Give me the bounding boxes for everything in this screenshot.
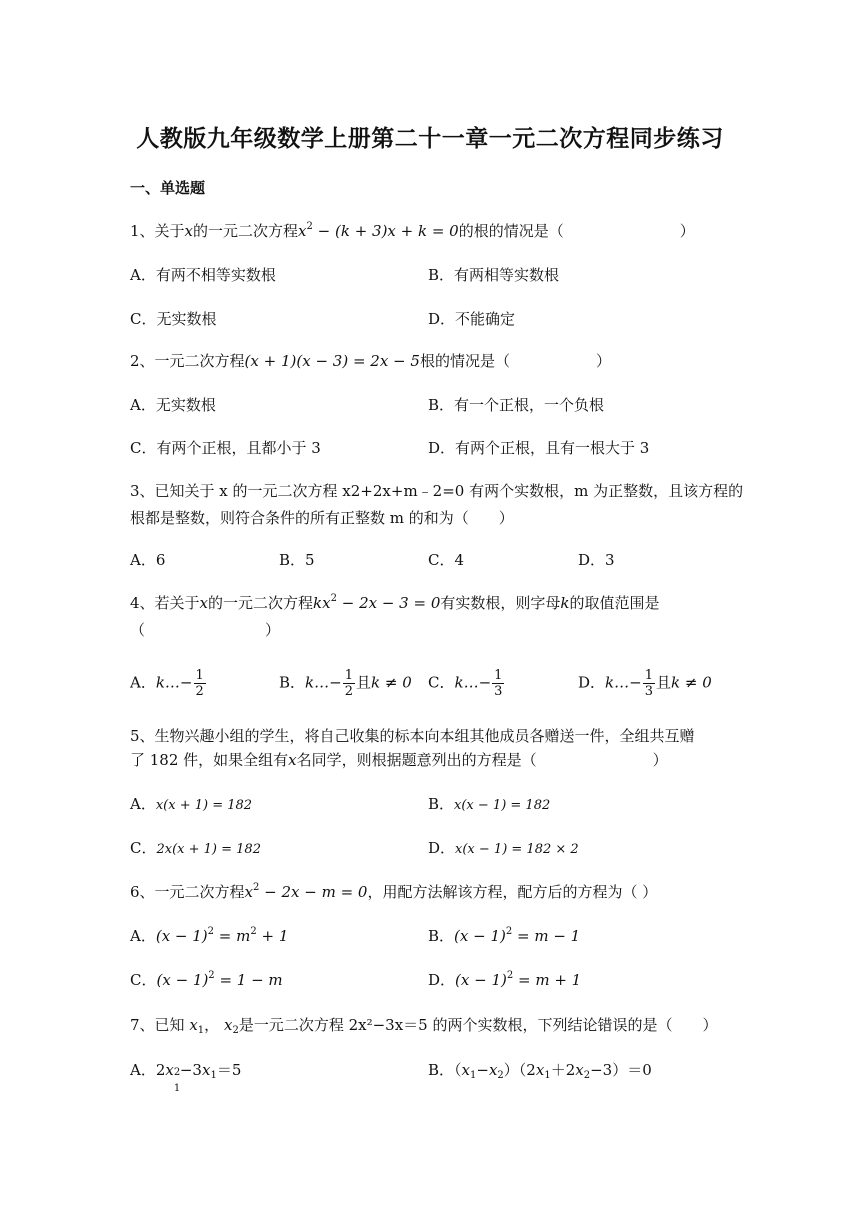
q5-c-expr: 2x(x + 1) = 182 xyxy=(156,842,261,857)
q6-option-c xyxy=(130,970,283,990)
q5-option-b xyxy=(428,794,550,816)
q4-d-and: 且 xyxy=(655,673,671,692)
q7-a-x2: x xyxy=(201,1061,211,1079)
q7-b-sub3: 1 xyxy=(544,1070,551,1081)
q1-option-c: C．无实数根 xyxy=(130,310,217,328)
q4-a-den: 2 xyxy=(195,684,204,699)
q7-b-minus: − xyxy=(476,1061,489,1079)
q4-equation: kx xyxy=(313,594,331,612)
q4-d-den: 3 xyxy=(644,684,653,699)
q6-b-label: B． xyxy=(428,927,455,945)
q7-var-x1: x xyxy=(189,1016,198,1034)
q4-b-num: 1 xyxy=(344,668,353,683)
q4-option-d xyxy=(578,668,712,699)
q4-b-label: B． xyxy=(279,673,306,692)
q4-b-fraction xyxy=(343,668,355,699)
q6-b-exp: 2 xyxy=(505,926,513,937)
q3-option-c: C．4 xyxy=(428,551,465,569)
q6-a-expr: (x − 1) xyxy=(155,927,208,945)
q4-b-and: 且 xyxy=(355,673,371,692)
q7-a-label: A．2 xyxy=(130,1061,166,1079)
question-6 xyxy=(130,882,657,902)
q4-b-expr: k…− xyxy=(305,673,342,692)
q6-a-exp2: 2 xyxy=(250,926,257,937)
q6-a-expr-2: = m xyxy=(214,927,251,945)
q5-c-label: C． xyxy=(130,839,157,857)
q6-d-expr-2: = m + 1 xyxy=(513,971,582,989)
q2-option-c: C．有两个正根，且都小于 3 xyxy=(130,439,321,457)
q4-equation-rest: − 2x − 3 = 0 xyxy=(336,594,441,612)
q4-option-a xyxy=(130,668,207,699)
q7-b-mid: ）（2 xyxy=(503,1061,536,1079)
q1-close: ） xyxy=(679,222,695,240)
q7-b-x3: x xyxy=(535,1061,545,1079)
q6-equation-rest: − 2x − m = 0 xyxy=(259,883,368,901)
q7-b-label: B．（ xyxy=(428,1061,462,1079)
q6-d-label: D． xyxy=(428,971,456,989)
question-1 xyxy=(130,221,695,241)
q1-text-end: 的根的情况是（ xyxy=(458,222,564,240)
q4-b-den: 2 xyxy=(344,684,353,699)
q6-equation: x xyxy=(244,883,254,901)
q1-var: x xyxy=(184,222,194,240)
q2-option-b: B．有一个正根，一个负根 xyxy=(428,396,605,414)
q7-comma: ， xyxy=(204,1016,220,1034)
q2-text-end: 根的情况是（ xyxy=(419,352,510,370)
q7-b-x2: x xyxy=(488,1061,498,1079)
question-5-line-1: 5、生物兴趣小组的学生，将自己收集的标本向本组其他成员各赠送一件，全组共互赠 xyxy=(130,727,695,745)
q6-option-a xyxy=(130,926,288,946)
q4-var-x: x xyxy=(199,594,209,612)
q7-sub-2: 2 xyxy=(232,1025,239,1036)
q2-text: 2、一元二次方程 xyxy=(130,352,245,370)
q1-text: 1、关于 xyxy=(130,222,185,240)
question-3-line-2: 根都是整数，则符合条件的所有正整数 m 的和为（ ） xyxy=(130,509,514,527)
q4-d-fraction xyxy=(643,668,655,699)
q5-a-expr: x(x + 1) = 182 xyxy=(155,798,253,813)
q6-c-exp: 2 xyxy=(208,970,215,981)
question-4 xyxy=(130,593,660,613)
q3-option-a: A．6 xyxy=(130,551,166,569)
q5-text: 了 182 件，如果全组有 xyxy=(130,751,289,769)
q5-option-c xyxy=(130,838,261,860)
q5-b-label: B． xyxy=(428,795,455,813)
q5-b-expr: x(x − 1) = 182 xyxy=(454,798,551,813)
q7-a-x: x xyxy=(165,1061,174,1079)
q4-c-expr: k…− xyxy=(454,673,492,692)
q4-a-expr: k…− xyxy=(155,673,193,692)
question-2 xyxy=(130,351,611,371)
q5-option-a xyxy=(130,794,252,816)
q7-sub-1: 1 xyxy=(197,1025,205,1036)
q4-text: 4、若关于 xyxy=(130,594,200,612)
q6-d-exp: 2 xyxy=(506,970,514,981)
q4-c-den: 3 xyxy=(494,684,503,699)
q5-d-label: D． xyxy=(428,839,456,857)
q4-c-label: C． xyxy=(428,673,455,692)
q7-var-x2: x xyxy=(223,1016,233,1034)
q4-option-c xyxy=(428,668,505,699)
q6-c-expr-2: = 1 − m xyxy=(214,971,283,989)
q6-text: 6、一元二次方程 xyxy=(130,883,245,901)
q7-b-x1: x xyxy=(461,1061,470,1079)
q1-exp: 2 xyxy=(306,221,313,232)
q7-b-sub2: 2 xyxy=(497,1070,504,1081)
q7-b-plus: ＋2 xyxy=(550,1061,576,1079)
q4-d-num: 1 xyxy=(644,668,653,683)
q7-a-tail: −3 xyxy=(179,1061,202,1079)
question-7 xyxy=(130,1015,717,1035)
q6-d-expr: (x − 1) xyxy=(455,971,507,989)
q6-a-label: A． xyxy=(130,927,156,945)
q6-a-exp1: 2 xyxy=(207,926,215,937)
q4-a-fraction xyxy=(194,668,206,699)
q4-option-b xyxy=(279,668,412,699)
q4-a-num: 1 xyxy=(195,668,204,683)
q1-equation: x xyxy=(298,222,307,240)
q7-text: 7、已知 xyxy=(130,1016,185,1034)
q2-close: ） xyxy=(595,352,611,370)
q7-option-a: A．2x 2 1 $-3x_1=5$ xyxy=(130,1061,242,1094)
question-4-line-2: （ ） xyxy=(130,621,281,639)
q6-option-b xyxy=(428,926,580,946)
q3-option-d: D．3 xyxy=(578,551,615,569)
q6-option-d xyxy=(428,970,581,990)
section-heading: 一、单选题 xyxy=(130,179,206,197)
q5-text-end: 名同学，则根据题意列出的方程是（ xyxy=(296,751,537,769)
q4-var-k: k xyxy=(560,594,570,612)
q4-b-cond: k ≠ 0 xyxy=(371,673,412,692)
q6-b-expr: (x − 1) xyxy=(454,927,506,945)
q1-equation-rest: − (k + 3)x + k = 0 xyxy=(312,222,459,240)
q6-c-label: C． xyxy=(130,971,157,989)
document-title: 人教版九年级数学上册第二十一章一元二次方程同步练习 xyxy=(136,125,724,152)
q1-option-b: B．有两相等实数根 xyxy=(428,266,560,284)
q4-c-num: 1 xyxy=(494,668,503,683)
q7-option-b xyxy=(428,1060,652,1080)
q6-a-expr-3: + 1 xyxy=(256,927,289,945)
q7-b-x4: x xyxy=(575,1061,584,1079)
q4-text-3: 的取值范围是 xyxy=(569,594,660,612)
q6-b-expr-2: = m − 1 xyxy=(512,927,581,945)
q5-d-expr: x(x − 1) = 182 × 2 xyxy=(455,842,579,857)
q7-b-sub4: 2 xyxy=(583,1070,591,1081)
question-3-line-1: 3、已知关于 x 的一元二次方程 x2+2x+m﹣2=0 有两个实数根，m 为正整数，且该方程的 xyxy=(130,482,744,500)
q7-b-end: −3）＝0 xyxy=(590,1061,652,1079)
q7-b-sub1: 1 xyxy=(470,1070,477,1081)
q1-option-a: A．有两不相等实数根 xyxy=(130,266,276,284)
q7-a-sub2: 1 xyxy=(210,1070,217,1081)
question-5-line-2 xyxy=(130,750,668,770)
q4-text-2: 有实数根，则字母 xyxy=(440,594,561,612)
q3-option-b: B．5 xyxy=(279,551,315,569)
q6-exp: 2 xyxy=(253,882,260,893)
q7-text-end: 是一元二次方程 2x²−3x＝5 的两个实数根，下列结论错误的是（ ） xyxy=(238,1016,718,1034)
q2-option-a: A．无实数根 xyxy=(130,396,216,414)
q2-equation: (x + 1)(x − 3) = 2x − 5 xyxy=(244,352,420,370)
q4-c-fraction xyxy=(492,668,504,699)
q5-option-d xyxy=(428,838,579,860)
q4-d-label: D． xyxy=(578,673,606,692)
q6-c-expr: (x − 1) xyxy=(156,971,209,989)
q4-exp: 2 xyxy=(330,593,337,604)
q6-text-end: ，用配方法解该方程，配方后的方程为（ ） xyxy=(367,883,658,901)
q5-var: x xyxy=(288,751,297,769)
q4-d-expr: k…− xyxy=(605,673,642,692)
q1-option-d: D．不能确定 xyxy=(428,310,516,328)
q4-d-cond: k ≠ 0 xyxy=(671,673,712,692)
q2-option-d: D．有两个正根，且有一根大于 3 xyxy=(428,439,650,457)
q7-a-end: ＝5 xyxy=(216,1061,242,1079)
q5-a-label: A． xyxy=(130,795,156,813)
q5-close: ） xyxy=(652,751,668,769)
q4-text-mid: 的一元二次方程 xyxy=(208,594,314,612)
q4-a-label: A． xyxy=(130,673,156,692)
q1-text-mid: 的一元二次方程 xyxy=(193,222,299,240)
